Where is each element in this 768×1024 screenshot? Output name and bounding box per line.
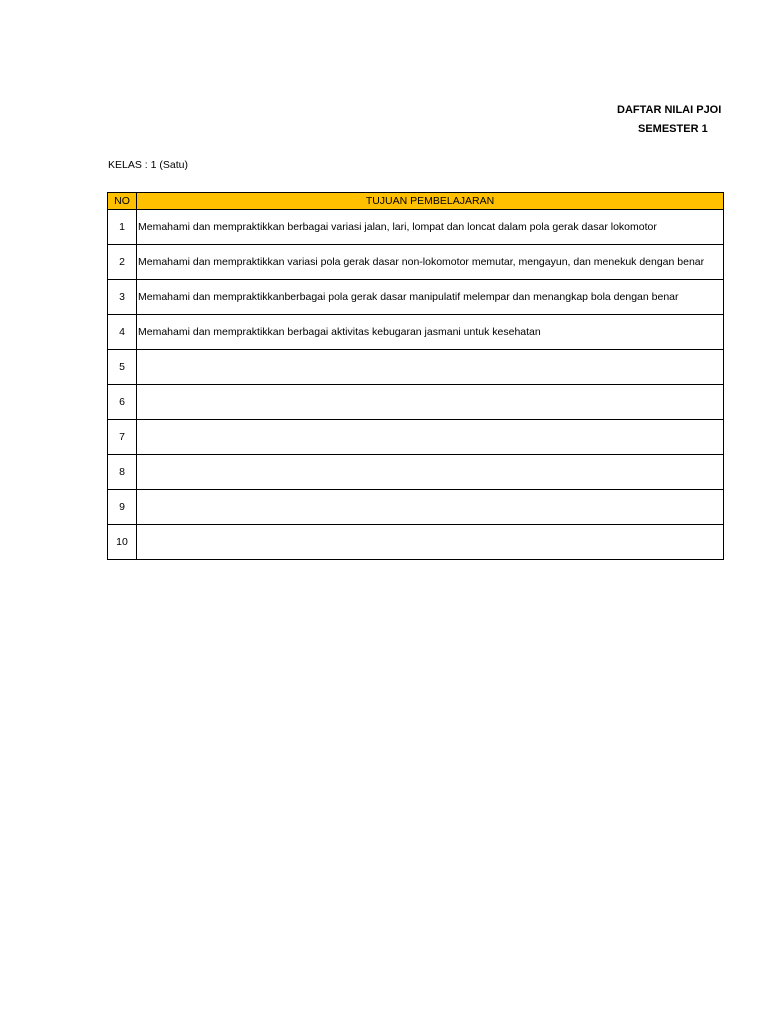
row-number: 6 [108,385,137,420]
row-number: 2 [108,245,137,280]
row-number: 9 [108,490,137,525]
table-row [108,455,724,490]
row-number: 7 [108,420,137,455]
table-row [108,490,724,525]
row-number: 3 [108,280,137,315]
table-row [108,525,724,560]
table-row [108,210,724,245]
learning-goal-cell [137,490,724,525]
row-number: 5 [108,350,137,385]
class-label: KELAS : 1 (Satu) [108,159,188,171]
table-row [108,280,724,315]
table-row [108,350,724,385]
learning-goal-cell: Memahami dan mempraktikkan variasi pola gerak dasar non-lokomotor memutar, mengayun, dan menekuk dengan benar [137,245,724,280]
row-number: 8 [108,455,137,490]
column-header-no: NO [108,193,137,210]
semester-label: SEMESTER 1 [638,123,708,135]
learning-goal-cell [137,420,724,455]
learning-goal-cell [137,525,724,560]
learning-goal-cell: Memahami dan mempraktikkanberbagai pola gerak dasar manipulatif melempar dan menangkap bola dengan benar [137,280,724,315]
row-number: 4 [108,315,137,350]
learning-goal-cell: Memahami dan mempraktikkan berbagai variasi jalan, lari, lompat dan loncat dalam pola gerak dasar lokomotor [137,210,724,245]
learning-goal-cell [137,350,724,385]
row-number: 10 [108,525,137,560]
table-header-row [108,193,724,210]
column-header-goal: TUJUAN PEMBELAJARAN [137,193,724,210]
table-row [108,315,724,350]
table-row [108,420,724,455]
learning-goal-cell [137,455,724,490]
table-row [108,385,724,420]
learning-goal-cell: Memahami dan mempraktikkan berbagai aktivitas kebugaran jasmani untuk kesehatan [137,315,724,350]
row-number: 1 [108,210,137,245]
page-title: DAFTAR NILAI PJOI [617,104,722,116]
table-row [108,245,724,280]
learning-goal-cell [137,385,724,420]
learning-goals-table [107,192,724,560]
